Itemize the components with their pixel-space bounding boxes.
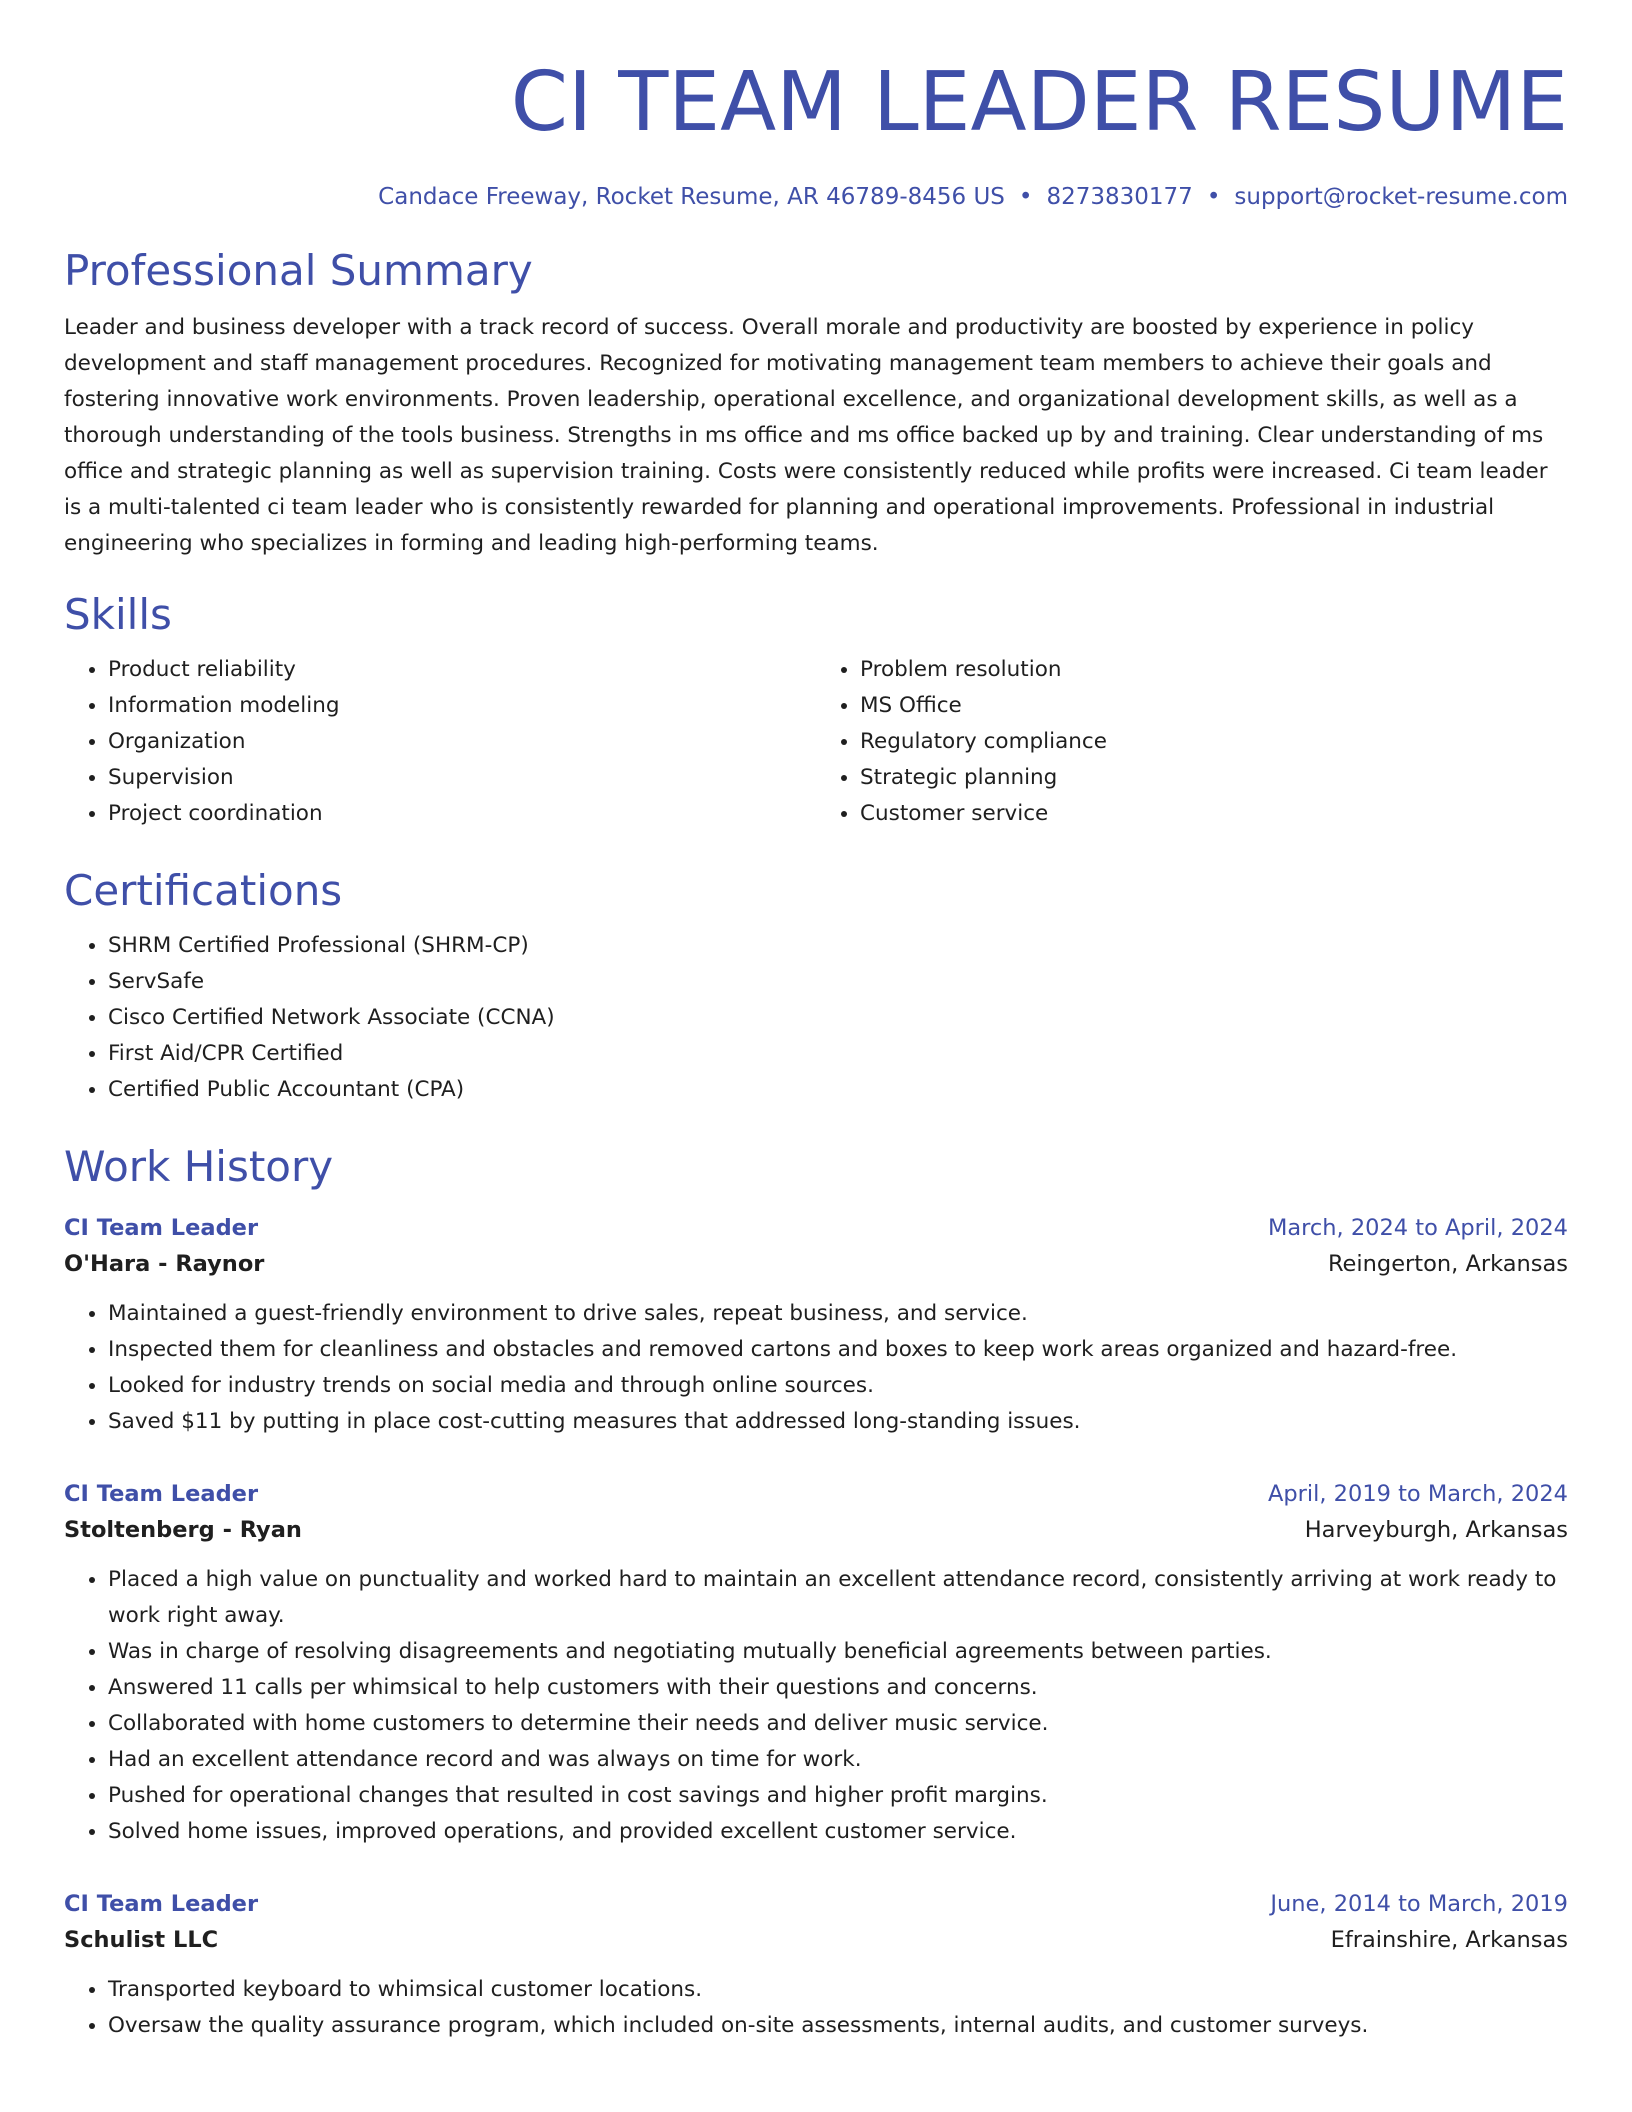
job-location: Reingerton, Arkansas — [1327, 1251, 1568, 1277]
job-bullet: • Oversaw the quality assurance program, which included on-site assessments, internal audits, and customer surveys. — [108, 2008, 1568, 2044]
summary-heading: Professional Summary — [64, 246, 533, 295]
job-bullets — [64, 1972, 1568, 2044]
job-company: Schulist LLC — [64, 1927, 219, 1953]
job-dates: March, 2024 to April, 2024 — [1267, 1215, 1568, 1241]
skills-list — [64, 652, 1568, 832]
resume-title: CI TEAM LEADER RESUME — [510, 55, 1568, 150]
skill-item: • Regulatory compliance — [860, 724, 1568, 760]
job-entry — [64, 1210, 1568, 1440]
skill-item: • Information modeling — [108, 688, 816, 724]
job-bullet: • Answered 11 calls per whimsical to help customers with their questions and concerns. — [108, 1670, 1568, 1706]
job-dates: April, 2019 to March, 2024 — [1267, 1481, 1568, 1507]
job-bullet: • Transported keyboard to whimsical customer locations. — [108, 1972, 1568, 2008]
resume-header — [64, 0, 1568, 212]
work-history-heading: Work History — [64, 1142, 334, 1191]
job-company-row — [64, 1512, 1568, 1548]
job-bullet: • Looked for industry trends on social media and through online sources. — [108, 1368, 1568, 1404]
contact-email[interactable]: support@rocket-resume.com — [1234, 184, 1568, 210]
contact-phone: 8273830177 — [1046, 184, 1193, 210]
skill-item: • Project coordination — [108, 796, 816, 832]
job-entry — [64, 1886, 1568, 2044]
skill-item: • Organization — [108, 724, 816, 760]
job-title-row — [64, 1886, 1568, 1922]
job-bullet: • Saved $11 by putting in place cost-cutting measures that addressed long-standing issues. — [108, 1404, 1568, 1440]
skill-item: • Supervision — [108, 760, 816, 796]
job-bullet: • Solved home issues, improved operations, and provided excellent customer service. — [108, 1814, 1568, 1850]
skill-item: • Problem resolution — [860, 652, 1568, 688]
job-company-row — [64, 1922, 1568, 1958]
job-title: CI Team Leader — [64, 1891, 259, 1917]
job-bullet: • Pushed for operational changes that resulted in cost savings and higher profit margins. — [108, 1778, 1568, 1814]
job-title: CI Team Leader — [64, 1215, 259, 1241]
certification-item: • SHRM Certified Professional (SHRM-CP) — [108, 928, 1568, 964]
summary-text: Leader and business developer with a track record of success. Overall morale and productivity are boosted by experience in policy development and staff management procedures. Recognized for motivating management team members to achieve their goals and fostering innovative work environments. Proven leadership, operational excellence, and organizational development skills, as well as a thorough understanding of the tools business. Strengths in ms office and ms office backed up by and training. Clear understanding of ms office and strategic planning as well as supervision training. Costs were consistently reduced while profits were increased. Ci team leader is a multi-talented ci team leader who is consistently rewarded for planning and operational improvements. Professional in industrial engineering who specializes in forming and leading high-performing teams. — [64, 315, 1548, 556]
skills-column-right — [816, 652, 1568, 832]
job-title: CI Team Leader — [64, 1481, 259, 1507]
certifications-list — [64, 928, 1568, 1108]
skill-item: • Product reliability — [108, 652, 816, 688]
job-bullet: • Collaborated with home customers to determine their needs and deliver music service. — [108, 1706, 1568, 1742]
job-location: Harveyburgh, Arkansas — [1304, 1517, 1568, 1543]
skill-item: • Strategic planning — [860, 760, 1568, 796]
job-company: Stoltenberg - Ryan — [64, 1517, 302, 1543]
job-location: Efrainshire, Arkansas — [1330, 1927, 1568, 1953]
job-bullet: • Had an excellent attendance record and was always on time for work. — [108, 1742, 1568, 1778]
job-bullets — [64, 1562, 1568, 1850]
job-company-row — [64, 1246, 1568, 1282]
skill-item: • Customer service — [860, 796, 1568, 832]
skills-heading: Skills — [64, 590, 172, 639]
job-company: O'Hara - Raynor — [64, 1251, 265, 1277]
job-title-row — [64, 1476, 1568, 1512]
contact-address: Candace Freeway, Rocket Resume, AR 46789-8456 US — [378, 184, 1005, 210]
job-bullet: • Maintained a guest-friendly environment to drive sales, repeat business, and service. — [108, 1296, 1568, 1332]
skill-item: • MS Office — [860, 688, 1568, 724]
contact-separator: • — [1018, 184, 1033, 210]
certification-item: • First Aid/CPR Certified — [108, 1036, 1568, 1072]
certifications-heading: Certifications — [64, 866, 343, 915]
contact-line — [64, 182, 1568, 212]
job-dates: June, 2014 to March, 2019 — [1270, 1891, 1568, 1917]
job-title-row — [64, 1210, 1568, 1246]
job-bullet: • Was in charge of resolving disagreements and negotiating mutually beneficial agreements between parties. — [108, 1634, 1568, 1670]
job-bullets — [64, 1296, 1568, 1440]
contact-separator: • — [1206, 184, 1221, 210]
certification-item: • Certified Public Accountant (CPA) — [108, 1072, 1568, 1108]
job-bullet: • Placed a high value on punctuality and worked hard to maintain an excellent attendance record, consistently arriving at work ready to work right away. — [108, 1562, 1568, 1634]
job-entry — [64, 1476, 1568, 1850]
certification-item: • ServSafe — [108, 964, 1568, 1000]
certification-item: • Cisco Certified Network Associate (CCNA) — [108, 1000, 1568, 1036]
job-bullet: • Inspected them for cleanliness and obstacles and removed cartons and boxes to keep work areas organized and hazard-free. — [108, 1332, 1568, 1368]
skills-column-left — [64, 652, 816, 832]
